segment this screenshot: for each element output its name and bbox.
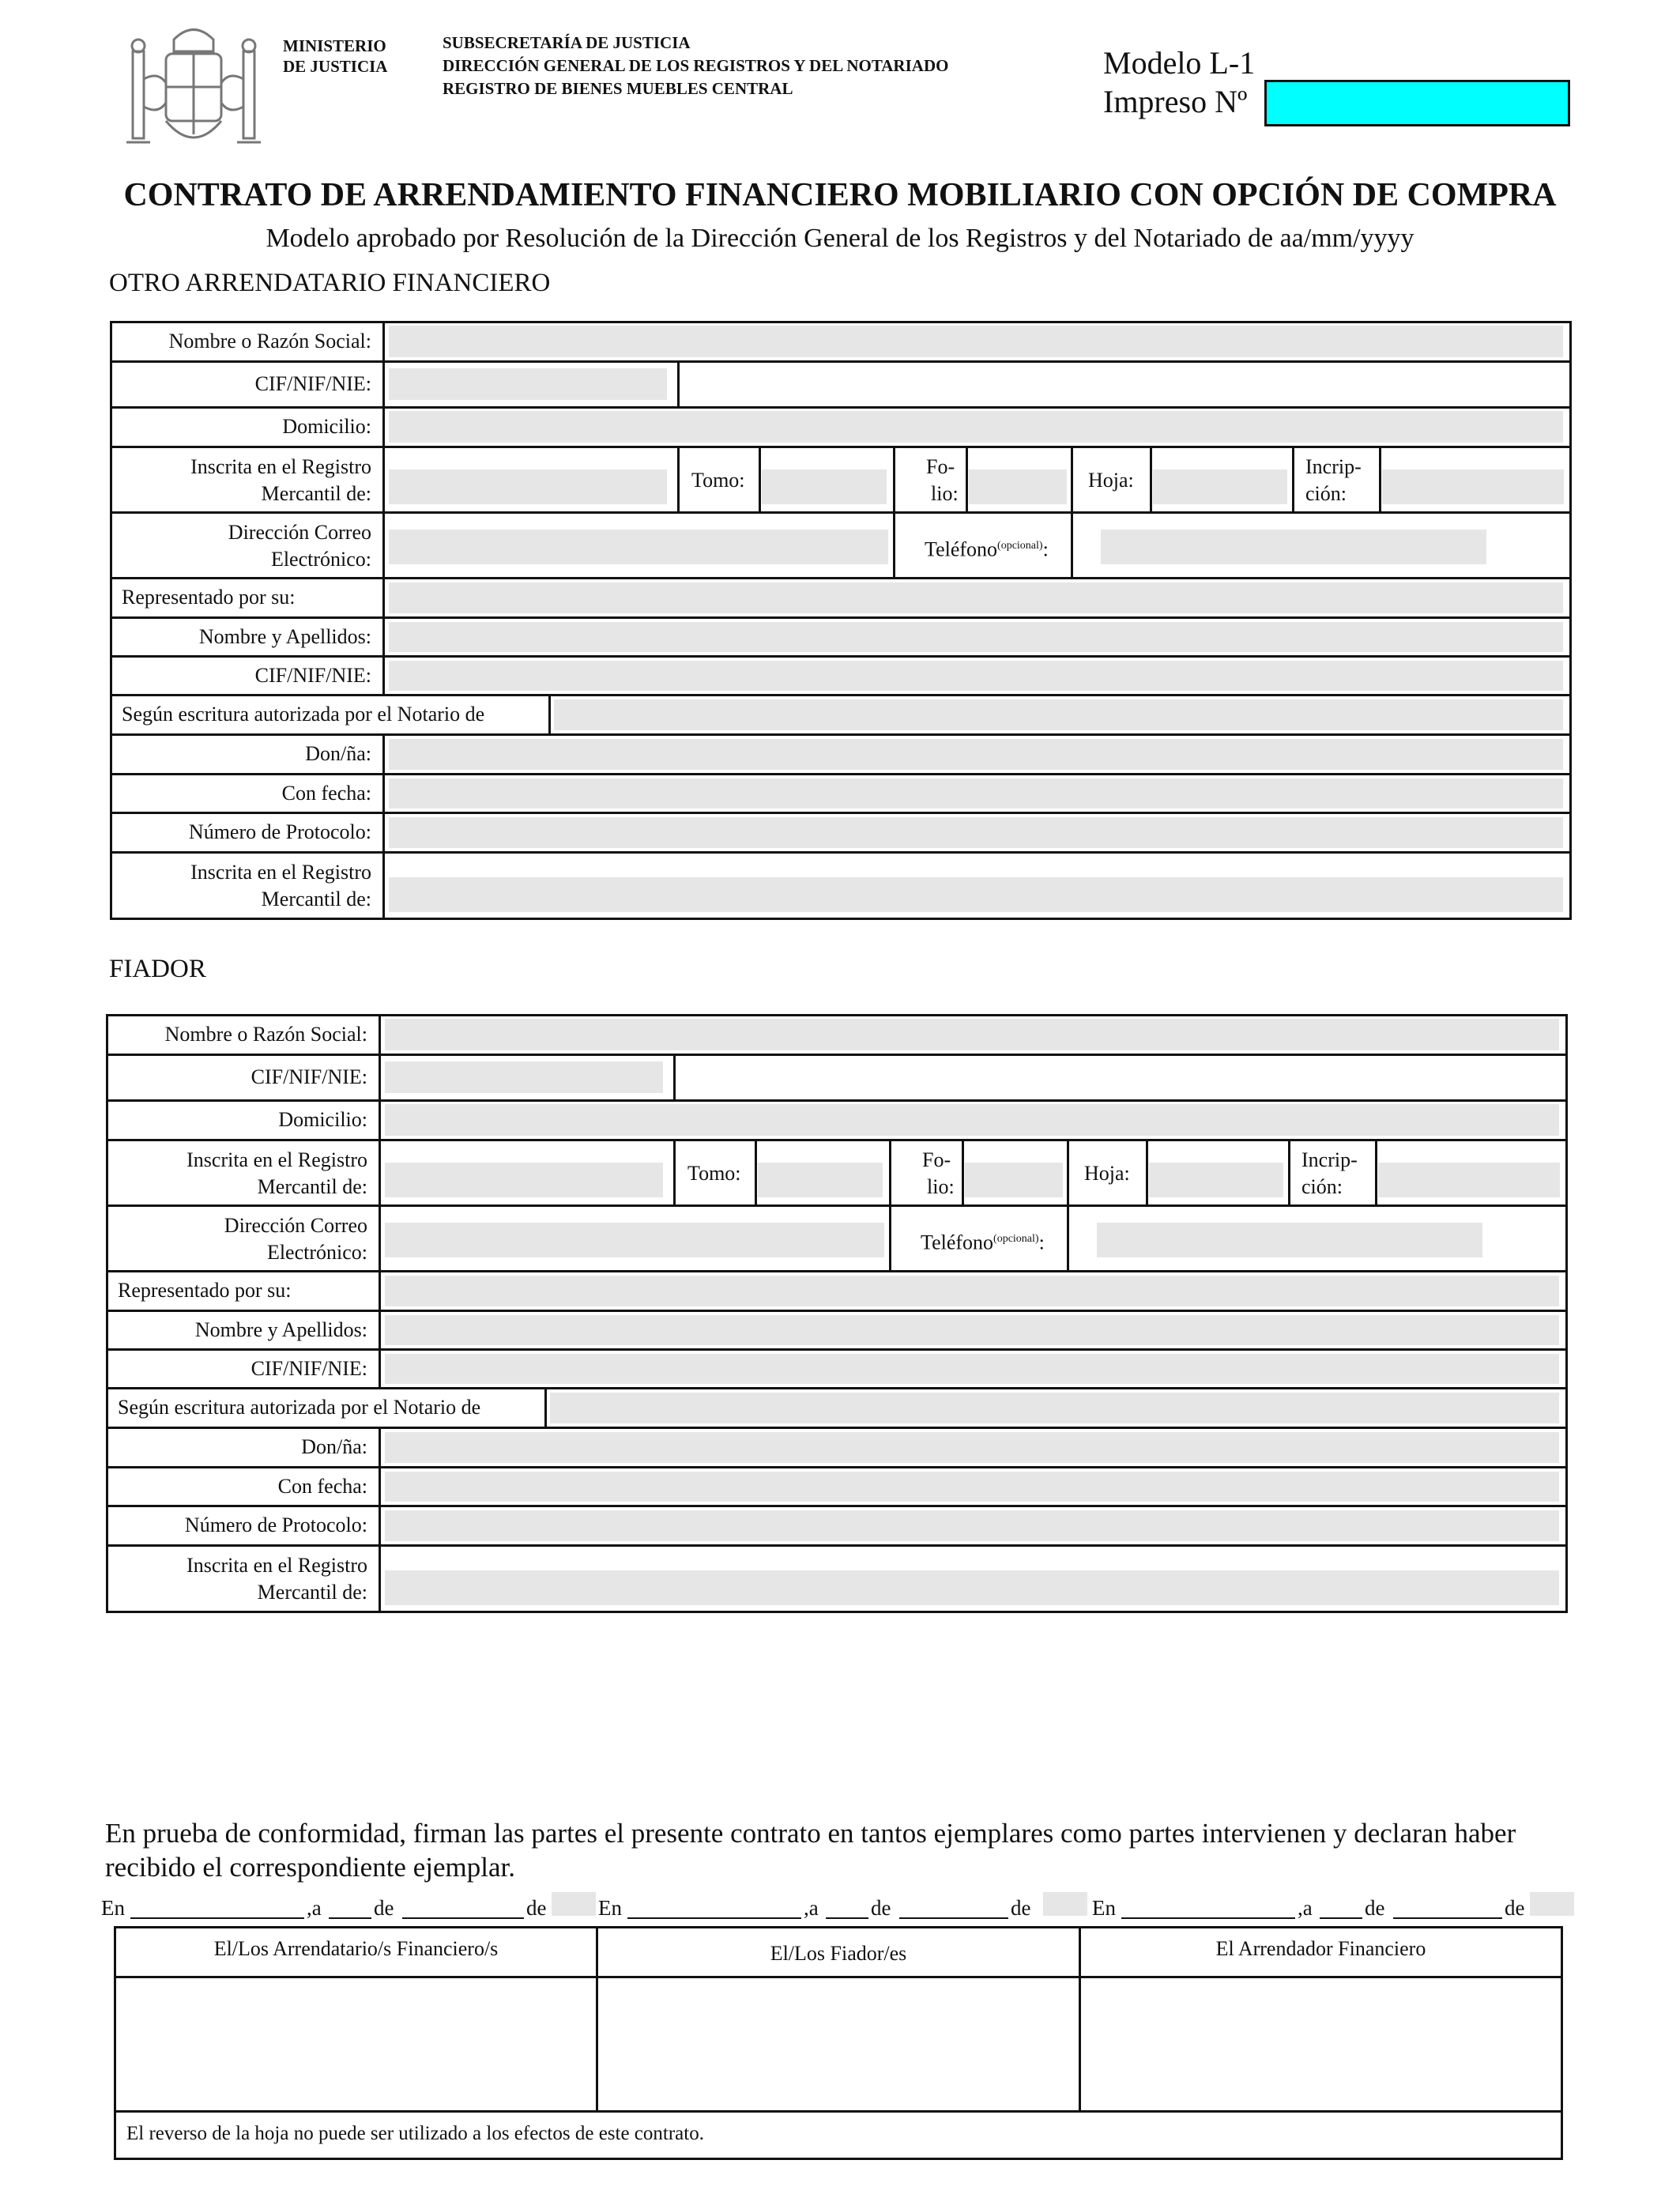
- place-line[interactable]: [130, 1916, 304, 1919]
- modelo-label: Modelo L-1: [1103, 45, 1256, 81]
- label-telefono: Teléfono$^{(opcional)}$:: [925, 537, 1049, 561]
- input-registro-mercantil[interactable]: [389, 469, 667, 504]
- fiador-input-correo[interactable]: [385, 1223, 884, 1257]
- input-domicilio[interactable]: [389, 411, 1563, 443]
- fiador-input-nombre-razon[interactable]: [385, 1019, 1559, 1050]
- input-hoja[interactable]: [1153, 469, 1287, 504]
- input-inscrita-en[interactable]: [389, 877, 1563, 912]
- label-domicilio: Domicilio:: [282, 415, 371, 438]
- input-nombre-razon[interactable]: [389, 326, 1563, 357]
- month-line[interactable]: [1393, 1916, 1502, 1919]
- label-correo-1: Dirección Correo: [228, 521, 371, 544]
- fiador-label-correo-2: Electrónico:: [266, 1241, 367, 1264]
- day-line[interactable]: [826, 1916, 868, 1919]
- fiador-input-rep-cif[interactable]: [385, 1354, 1559, 1384]
- label-escritura: Según escritura autorizada por el Notario de: [122, 703, 485, 726]
- label-nombre-razon: Nombre o Razón Social:: [168, 330, 371, 352]
- input-cif[interactable]: [389, 368, 667, 400]
- page-title: CONTRATO DE ARRENDAMIENTO FINANCIERO MOBILIARIO CON OPCIÓN DE COMPRA: [123, 177, 1557, 213]
- fiador-label-inscrita-en-2: Mercantil de:: [257, 1581, 367, 1604]
- signature-box-fiador[interactable]: [598, 1978, 1079, 2110]
- section-fiador-heading: FIADOR: [109, 955, 206, 983]
- fiador-label-telefono: Teléfono$^{(opcional)}$:: [921, 1231, 1045, 1254]
- fiador-input-notario[interactable]: [550, 1393, 1559, 1423]
- fiador-input-representado[interactable]: [385, 1276, 1559, 1306]
- label-rep-cif: CIF/NIF/NIE:: [254, 664, 371, 687]
- fiador-label-protocolo: Número de Protocolo:: [184, 1514, 367, 1536]
- fiador-label-don: Don/ña:: [301, 1435, 367, 1458]
- fiador-label-inscrita-en-1: Inscrita en el Registro: [186, 1554, 367, 1577]
- fiador-label-inscrip-1: Incrip-: [1301, 1148, 1358, 1171]
- signature-box-arrendador[interactable]: [1081, 1978, 1561, 2110]
- fiador-label-tomo: Tomo:: [687, 1162, 741, 1185]
- label-tomo: Tomo:: [691, 469, 745, 492]
- fiador-label-representado: Representado por su:: [118, 1279, 292, 1302]
- fiador-input-inscripcion[interactable]: [1378, 1163, 1560, 1197]
- year-field[interactable]: [552, 1892, 596, 1916]
- fiador-label-inscrita-1: Inscrita en el Registro: [186, 1148, 367, 1171]
- fiador-label-rep-cif: CIF/NIF/NIE:: [250, 1357, 367, 1380]
- fiador-label-con-fecha: Con fecha:: [277, 1475, 367, 1498]
- input-folio[interactable]: [969, 469, 1067, 504]
- label-inscrita-en-1: Inscrita en el Registro: [190, 861, 371, 884]
- fiador-input-don[interactable]: [385, 1432, 1559, 1463]
- fiador-label-inscrip-2: ción:: [1301, 1175, 1343, 1198]
- input-correo[interactable]: [389, 530, 888, 564]
- signature-box-arrendatario[interactable]: [116, 1978, 596, 2110]
- reverso-note: El reverso de la hoja no puede ser utilizado a los efectos de este contrato.: [126, 2123, 704, 2144]
- input-con-fecha[interactable]: [389, 778, 1563, 809]
- fiador-input-domicilio[interactable]: [385, 1104, 1559, 1136]
- fiador-label-correo-1: Dirección Correo: [224, 1214, 367, 1237]
- input-nombre-apellidos[interactable]: [389, 622, 1563, 652]
- fiador-input-nombre-apellidos[interactable]: [385, 1315, 1559, 1345]
- sig-header-arrendador: El Arrendador Financiero: [1215, 1937, 1426, 1960]
- label-inscrita-en-2: Mercantil de:: [261, 888, 371, 910]
- label-folio-2: lio:: [931, 482, 959, 505]
- fiador-label-folio-1: Fo-: [922, 1148, 951, 1171]
- sig-header-fiador: El/Los Fiador/es: [770, 1942, 907, 1965]
- input-don[interactable]: [389, 739, 1563, 770]
- conformidad-line-1: En prueba de conformidad, firman las partes el presente contrato en tantos ejemplares como partes intervienen y declaran haber: [105, 1818, 1516, 1849]
- fiador-label-escritura: Según escritura autorizada por el Notario de: [118, 1396, 481, 1419]
- day-line[interactable]: [329, 1916, 371, 1919]
- ministry-line1: MINISTERIO: [283, 36, 386, 55]
- label-representado: Representado por su:: [122, 586, 296, 609]
- label-inscrip-1: Incrip-: [1305, 455, 1362, 478]
- conformidad-line-2: recibido el correspondiente ejemplar.: [105, 1852, 515, 1883]
- label-con-fecha: Con fecha:: [281, 782, 371, 805]
- fiador-input-hoja[interactable]: [1149, 1163, 1283, 1197]
- sig-header-arrendatario: El/Los Arrendatario/s Financiero/s: [213, 1937, 499, 1960]
- label-folio-1: Fo-: [926, 455, 955, 478]
- input-representado[interactable]: [389, 582, 1563, 613]
- coat-of-arms-icon: [119, 16, 269, 158]
- fiador-input-telefono[interactable]: [1097, 1223, 1482, 1257]
- input-tomo[interactable]: [762, 469, 887, 504]
- fiador-label-domicilio: Domicilio:: [278, 1108, 367, 1131]
- label-inscrip-2: ción:: [1305, 482, 1347, 505]
- label-don: Don/ña:: [305, 742, 371, 765]
- section-otro-arrendatario-heading: OTRO ARRENDATARIO FINANCIERO: [109, 269, 551, 297]
- fiador-input-registro-mercantil[interactable]: [385, 1163, 663, 1197]
- input-notario[interactable]: [554, 699, 1563, 730]
- label-protocolo: Número de Protocolo:: [188, 820, 371, 843]
- fiador-label-nombre-apellidos: Nombre y Apellidos:: [194, 1318, 367, 1341]
- input-rep-cif[interactable]: [389, 661, 1563, 691]
- fiador-input-tomo[interactable]: [758, 1163, 883, 1197]
- month-line[interactable]: [402, 1916, 524, 1919]
- label-correo-2: Electrónico:: [270, 548, 371, 571]
- impreso-label: Impreso Nº: [1103, 84, 1248, 119]
- year-field[interactable]: [1530, 1892, 1574, 1916]
- label-inscrita-2: Mercantil de:: [261, 482, 371, 505]
- place-line[interactable]: [627, 1916, 801, 1919]
- input-protocolo[interactable]: [389, 817, 1563, 848]
- place-line[interactable]: [1121, 1916, 1295, 1919]
- fiador-label-folio-2: lio:: [927, 1175, 955, 1198]
- fiador-input-con-fecha[interactable]: [385, 1472, 1559, 1502]
- label-cif: CIF/NIF/NIE:: [254, 372, 371, 395]
- dept-line2: DIRECCIÓN GENERAL DE LOS REGISTROS Y DEL NOTARIADO: [443, 56, 949, 75]
- label-hoja: Hoja:: [1088, 469, 1134, 492]
- fiador-label-cif: CIF/NIF/NIE:: [250, 1065, 367, 1088]
- day-line[interactable]: [1320, 1916, 1362, 1919]
- year-field[interactable]: [1043, 1892, 1087, 1916]
- fiador-label-nombre-razon: Nombre o Razón Social:: [164, 1023, 367, 1046]
- label-nombre-apellidos: Nombre y Apellidos:: [198, 625, 371, 648]
- dept-line1: SUBSECRETARÍA DE JUSTICIA: [443, 33, 691, 52]
- fiador-label-inscrita-2: Mercantil de:: [257, 1175, 367, 1198]
- page-subtitle: Modelo aprobado por Resolución de la Dirección General de los Registros y del Notariado de aa/mm/yyyy: [266, 224, 1414, 253]
- dept-line3: REGISTRO DE BIENES MUEBLES CENTRAL: [443, 79, 793, 98]
- input-telefono[interactable]: [1101, 530, 1486, 564]
- fiador-input-protocolo[interactable]: [385, 1510, 1559, 1541]
- month-line[interactable]: [899, 1916, 1008, 1919]
- fiador-label-hoja: Hoja:: [1084, 1162, 1130, 1185]
- input-inscripcion[interactable]: [1382, 469, 1564, 504]
- ministry-line2: DE JUSTICIA: [283, 57, 388, 76]
- fiador-input-inscrita-en[interactable]: [385, 1570, 1559, 1605]
- impreso-number-field[interactable]: [1264, 80, 1570, 126]
- label-inscrita-1: Inscrita en el Registro: [190, 455, 371, 478]
- fiador-input-cif[interactable]: [385, 1061, 663, 1093]
- fiador-input-folio[interactable]: [965, 1163, 1063, 1197]
